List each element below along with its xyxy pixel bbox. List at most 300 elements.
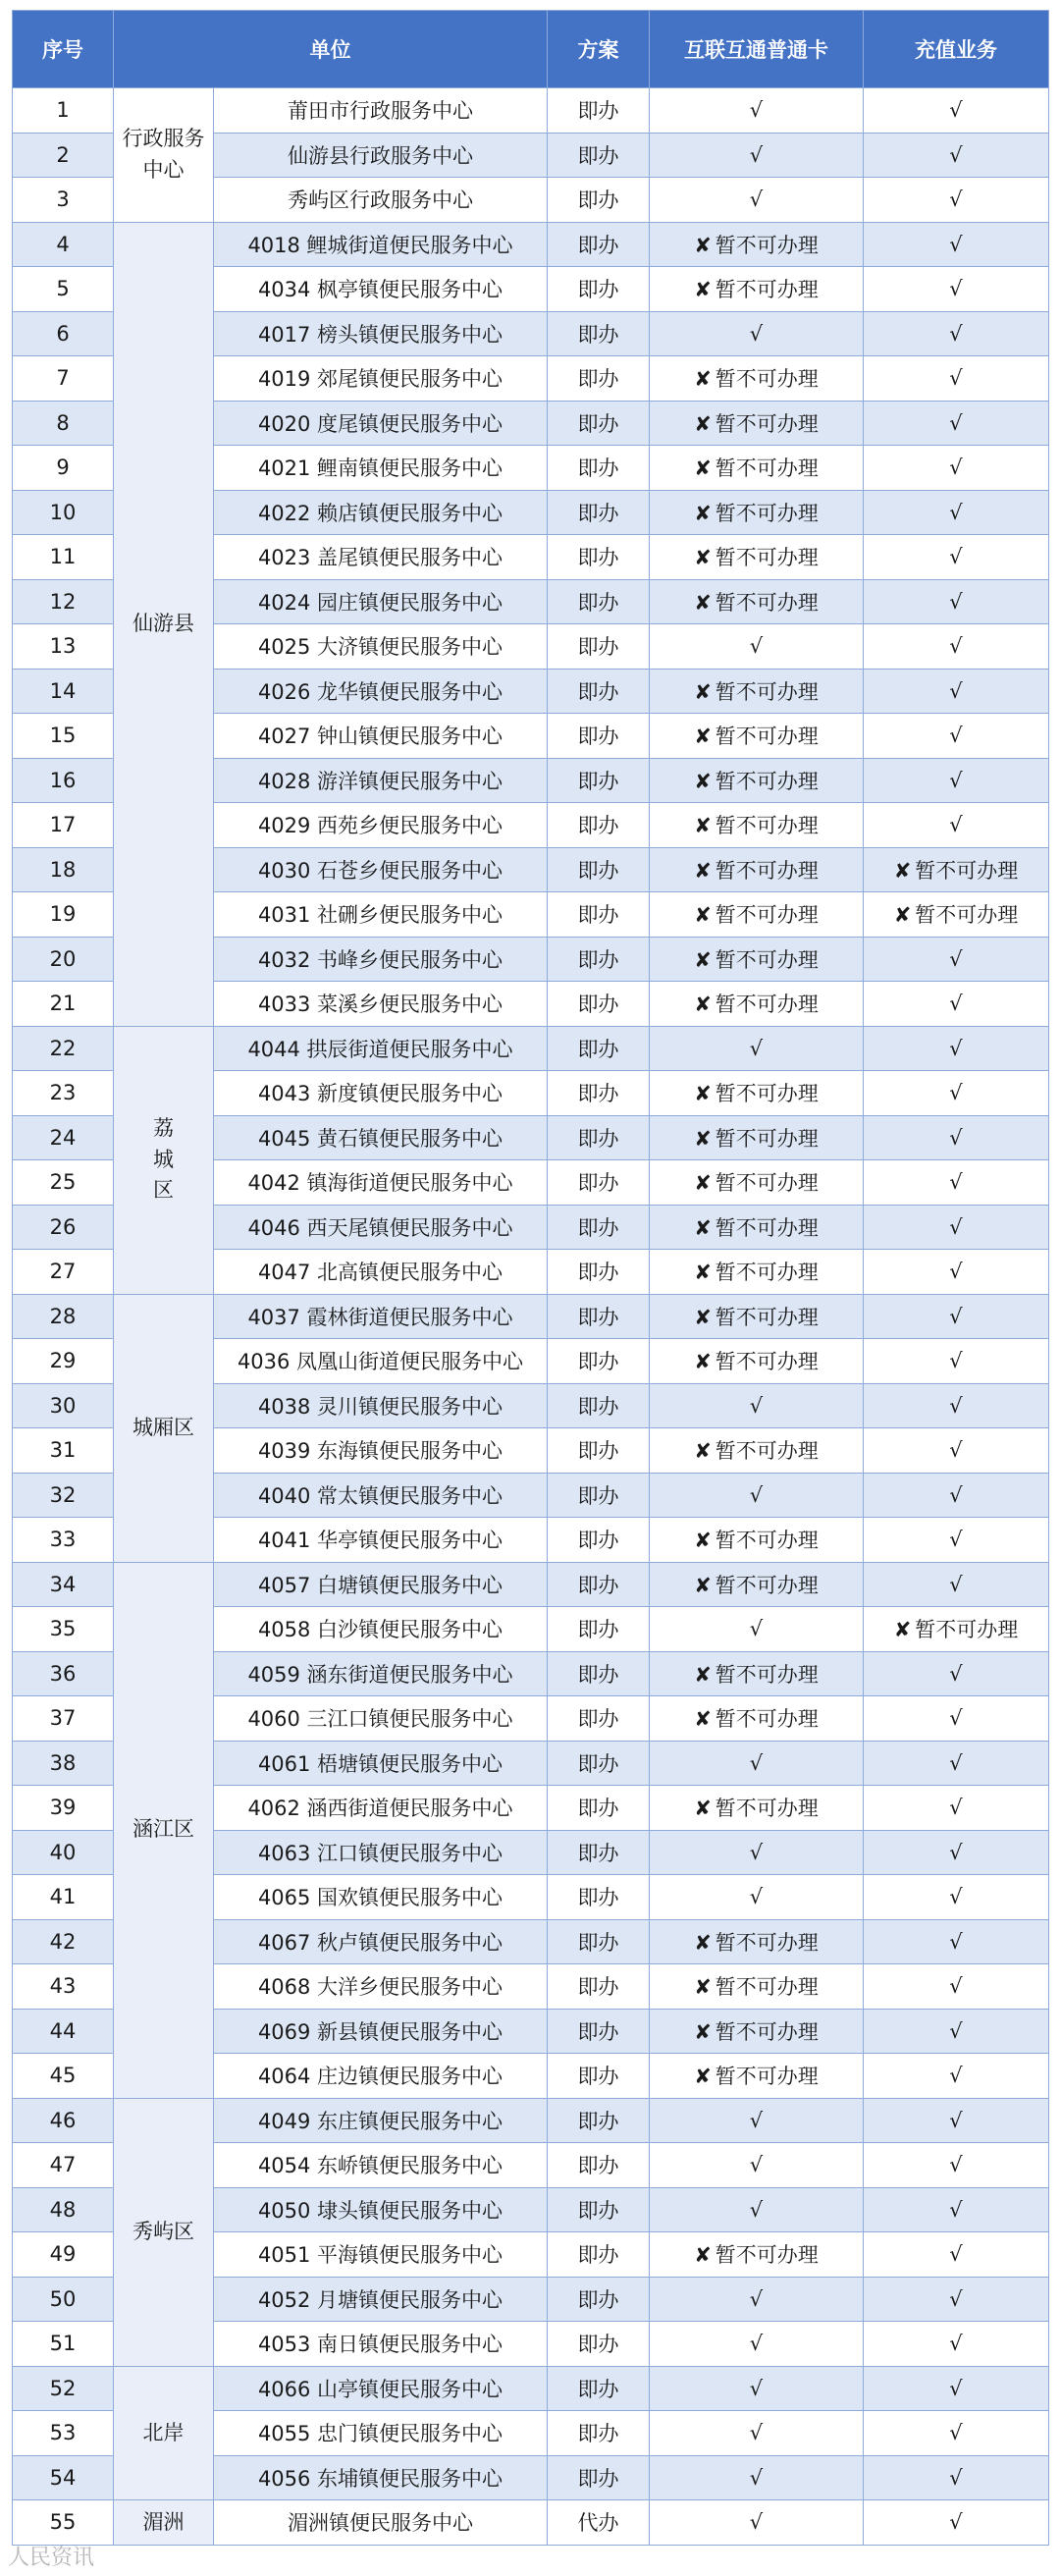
recharge-status-cell [864,1651,1049,1696]
plan-cell: 即办 [548,2009,650,2054]
plan-cell: 即办 [548,1741,650,1786]
row-index: 3 [13,178,114,223]
check-mark-icon: √ [949,500,963,524]
unavailable-text: 暂不可办理 [715,1439,819,1464]
check-mark-icon: √ [749,2332,764,2356]
cross-mark-icon: ✘ [694,1707,712,1732]
cross-mark-icon: ✘ [694,590,712,615]
plan-cell: 即办 [548,579,650,624]
check-mark-icon: √ [949,1840,963,1864]
unit-name: 4038 灵川镇便民服务中心 [214,1383,548,1428]
check-mark-icon: √ [949,1125,963,1150]
cross-mark-icon: ✘ [694,947,712,972]
plan-cell: 即办 [548,2143,650,2188]
check-mark-icon: √ [949,1036,963,1060]
recharge-status-cell [864,1786,1049,1831]
cross-mark-icon: ✘ [694,2243,712,2268]
unit-name: 4030 石苍乡便民服务中心 [214,847,548,892]
unavailable-text: 暂不可办理 [715,501,819,525]
unavailable-text: 暂不可办理 [715,278,819,302]
recharge-status-cell [864,1383,1049,1428]
row-index: 28 [13,1294,114,1339]
check-mark-icon: √ [749,321,764,346]
card-status-cell [650,1741,864,1786]
unavailable-text: 暂不可办理 [715,1930,819,1955]
row-index: 37 [13,1696,114,1742]
plan-cell: 即办 [548,1875,650,1920]
unit-name: 4052 月塘镇便民服务中心 [214,2277,548,2322]
table-row [13,222,1049,267]
service-table-container [12,10,1049,2546]
check-mark-icon: √ [949,2197,963,2222]
cross-mark-icon: ✘ [694,1529,712,1553]
watermark-text: 人民资讯 [8,2546,95,2570]
check-mark-icon: √ [749,1840,764,1864]
cross-mark-icon: ✘ [893,858,912,883]
row-index: 27 [13,1250,114,1295]
unavailable-text: 暂不可办理 [715,1350,819,1374]
recharge-status-cell [864,1339,1049,1384]
unavailable-text: 暂不可办理 [915,1618,1019,1642]
row-index: 5 [13,267,114,312]
check-mark-icon: √ [749,2108,764,2132]
recharge-status-cell [864,2187,1049,2232]
unit-name: 4021 鲤南镇便民服务中心 [214,446,548,491]
card-status-cell [650,1786,864,1831]
unit-name: 4060 三江口镇便民服务中心 [214,1696,548,1742]
card-status-cell [650,2277,864,2322]
row-index: 51 [13,2322,114,2367]
unit-name: 4046 西天尾镇便民服务中心 [214,1205,548,1250]
plan-cell: 即办 [548,714,650,759]
card-status-cell [650,311,864,356]
plan-cell: 即办 [548,1294,650,1339]
card-status-cell [650,803,864,848]
unit-name: 4018 鲤城街道便民服务中心 [214,222,548,267]
unavailable-text: 暂不可办理 [715,2019,819,2044]
row-index: 33 [13,1518,114,1563]
row-index: 21 [13,982,114,1027]
unavailable-text: 暂不可办理 [715,546,819,570]
row-index: 30 [13,1383,114,1428]
plan-cell: 即办 [548,624,650,670]
card-status-cell [650,1428,864,1474]
cross-mark-icon: ✘ [694,1082,712,1106]
plan-cell: 即办 [548,937,650,982]
check-mark-icon: √ [949,1750,963,1775]
plan-cell: 即办 [548,1205,650,1250]
card-status-cell [650,2366,864,2411]
row-index: 13 [13,624,114,670]
plan-cell: 即办 [548,892,650,938]
cross-mark-icon: ✘ [694,814,712,838]
row-index: 39 [13,1786,114,1831]
unit-name: 4055 忠门镇便民服务中心 [214,2411,548,2456]
plan-cell: 即办 [548,1026,650,1071]
unit-name: 4025 大济镇便民服务中心 [214,624,548,670]
district-group-cell: 涵江区 [114,1562,214,2098]
card-status-cell [650,88,864,134]
plan-cell: 即办 [548,1383,650,1428]
check-mark-icon: √ [949,678,963,703]
check-mark-icon: √ [949,1170,963,1195]
check-mark-icon: √ [949,1706,963,1731]
unit-name: 4023 盖尾镇便民服务中心 [214,535,548,580]
district-group-cell: 北岸 [114,2366,214,2500]
recharge-status-cell [864,847,1049,892]
unit-name: 4033 菜溪乡便民服务中心 [214,982,548,1027]
plan-cell: 即办 [548,88,650,134]
row-index: 35 [13,1607,114,1652]
row-index: 40 [13,1830,114,1875]
unavailable-text: 暂不可办理 [715,1171,819,1196]
check-mark-icon: √ [949,2153,963,2177]
unit-name: 4059 涵东街道便民服务中心 [214,1651,548,1696]
row-index: 34 [13,1562,114,1607]
cross-mark-icon: ✘ [694,724,712,749]
cross-mark-icon: ✘ [694,858,712,883]
unit-name: 4067 秋卢镇便民服务中心 [214,1919,548,1964]
recharge-status-cell [864,1562,1049,1607]
recharge-status-cell [864,2500,1049,2546]
check-mark-icon: √ [949,1393,963,1418]
check-mark-icon: √ [949,946,963,971]
cross-mark-icon: ✘ [694,1261,712,1285]
check-mark-icon: √ [949,2108,963,2132]
cross-mark-icon: ✘ [694,903,712,928]
row-index: 38 [13,1741,114,1786]
card-status-cell [650,714,864,759]
recharge-status-cell [864,535,1049,580]
card-status-cell [650,1473,864,1518]
plan-cell: 即办 [548,356,650,402]
recharge-status-cell [864,803,1049,848]
recharge-status-cell [864,2143,1049,2188]
unit-name: 4058 白沙镇便民服务中心 [214,1607,548,1652]
card-status-cell [650,1026,864,1071]
card-status-cell [650,2455,864,2500]
plan-cell: 即办 [548,178,650,223]
row-index: 29 [13,1339,114,1384]
check-mark-icon: √ [949,1572,963,1596]
card-status-cell [650,1518,864,1563]
check-mark-icon: √ [949,142,963,167]
card-status-cell [650,624,864,670]
card-status-cell [650,2500,864,2546]
cross-mark-icon: ✘ [694,278,712,302]
cross-mark-icon: ✘ [694,501,712,525]
cross-mark-icon: ✘ [694,2019,712,2044]
check-mark-icon: √ [949,1304,963,1328]
row-index: 55 [13,2500,114,2546]
card-status-cell [650,579,864,624]
recharge-status-cell [864,2366,1049,2411]
row-index: 4 [13,222,114,267]
plan-cell: 即办 [548,446,650,491]
unit-name: 4040 常太镇便民服务中心 [214,1473,548,1518]
check-mark-icon: √ [949,813,963,837]
table-row [13,1294,1049,1339]
check-mark-icon: √ [749,2286,764,2311]
check-mark-icon: √ [949,1796,963,1820]
district-group-cell: 湄洲 [114,2500,214,2546]
unit-name: 4020 度尾镇便民服务中心 [214,401,548,446]
unavailable-text: 暂不可办理 [715,1305,819,1329]
unavailable-text: 暂不可办理 [715,993,819,1017]
plan-cell: 即办 [548,1607,650,1652]
check-mark-icon: √ [949,188,963,212]
cross-mark-icon: ✘ [694,1171,712,1196]
check-mark-icon: √ [949,366,963,391]
plan-cell: 即办 [548,490,650,535]
card-status-cell [650,2232,864,2278]
unavailable-text: 暂不可办理 [715,1261,819,1285]
card-status-cell [650,2009,864,2054]
row-index: 53 [13,2411,114,2456]
unit-name: 莆田市行政服务中心 [214,88,548,134]
plan-cell: 即办 [548,535,650,580]
row-index: 15 [13,714,114,759]
row-index: 22 [13,1026,114,1071]
card-status-cell [650,178,864,223]
plan-cell: 即办 [548,1428,650,1474]
unit-name: 4036 凤凰山街道便民服务中心 [214,1339,548,1384]
header-index: 序号 [13,11,114,88]
plan-cell: 即办 [548,401,650,446]
plan-cell: 即办 [548,1786,650,1831]
plan-cell: 即办 [548,2455,650,2500]
unit-name: 4062 涵西街道便民服务中心 [214,1786,548,1831]
recharge-status-cell [864,714,1049,759]
service-center-table [12,10,1049,2546]
check-mark-icon: √ [749,1036,764,1060]
recharge-status-cell [864,1473,1049,1518]
card-status-cell [650,2411,864,2456]
card-status-cell [650,446,864,491]
recharge-status-cell [864,222,1049,267]
district-group-cell: 城厢区 [114,1294,214,1562]
unavailable-text: 暂不可办理 [715,456,819,481]
check-mark-icon: √ [749,2465,764,2490]
row-index: 42 [13,1919,114,1964]
check-mark-icon: √ [749,142,764,167]
header-unit: 单位 [114,11,548,88]
district-group-cell: 行政服务 中心 [114,88,214,223]
check-mark-icon: √ [949,1528,963,1552]
plan-cell: 即办 [548,1160,650,1206]
check-mark-icon: √ [949,277,963,301]
row-index: 10 [13,490,114,535]
plan-cell: 即办 [548,2054,650,2099]
unit-name: 4027 钟山镇便民服务中心 [214,714,548,759]
card-status-cell [650,1607,864,1652]
unavailable-text: 暂不可办理 [715,1215,819,1240]
district-group-cell: 荔 城 区 [114,1026,214,1294]
unavailable-text: 暂不可办理 [715,1573,819,1597]
recharge-status-cell [864,1294,1049,1339]
check-mark-icon: √ [949,1260,963,1284]
check-mark-icon: √ [949,724,963,748]
district-group-cell: 秀屿区 [114,2098,214,2366]
recharge-status-cell [864,178,1049,223]
row-index: 43 [13,1964,114,2010]
unit-name: 4068 大洋乡便民服务中心 [214,1964,548,2010]
recharge-status-cell [864,267,1049,312]
recharge-status-cell [864,1071,1049,1116]
card-status-cell [650,1160,864,1206]
recharge-status-cell [864,2322,1049,2367]
unavailable-text: 暂不可办理 [715,1707,819,1732]
recharge-status-cell [864,982,1049,1027]
recharge-status-cell [864,1607,1049,1652]
unavailable-text: 暂不可办理 [715,411,819,436]
row-index: 41 [13,1875,114,1920]
recharge-status-cell [864,937,1049,982]
unit-name: 4043 新度镇便民服务中心 [214,1071,548,1116]
row-index: 50 [13,2277,114,2322]
unit-name: 4039 东海镇便民服务中心 [214,1428,548,1474]
card-status-cell [650,892,864,938]
recharge-status-cell [864,2411,1049,2456]
check-mark-icon: √ [949,2421,963,2445]
unit-name: 4028 游洋镇便民服务中心 [214,758,548,803]
check-mark-icon: √ [749,1482,764,1507]
unavailable-text: 暂不可办理 [715,590,819,615]
unit-name: 4045 黄石镇便民服务中心 [214,1115,548,1160]
card-status-cell [650,1651,864,1696]
recharge-status-cell [864,88,1049,134]
plan-cell: 即办 [548,1651,650,1696]
cross-mark-icon: ✘ [694,546,712,570]
card-status-cell [650,758,864,803]
check-mark-icon: √ [749,2153,764,2177]
recharge-status-cell [864,490,1049,535]
unavailable-text: 暂不可办理 [715,903,819,928]
check-mark-icon: √ [949,321,963,346]
cross-mark-icon: ✘ [694,1573,712,1597]
unit-name: 4063 江口镇便民服务中心 [214,1830,548,1875]
check-mark-icon: √ [949,1349,963,1373]
recharge-status-cell [864,2054,1049,2099]
row-index: 45 [13,2054,114,2099]
check-mark-icon: √ [949,98,963,123]
unavailable-text: 暂不可办理 [715,947,819,972]
card-status-cell [650,2054,864,2099]
cross-mark-icon: ✘ [694,1797,712,1821]
recharge-status-cell [864,356,1049,402]
table-body [13,88,1049,2546]
unit-name: 秀屿区行政服务中心 [214,178,548,223]
unit-name: 4051 平海镇便民服务中心 [214,2232,548,2278]
card-status-cell [650,669,864,714]
table-row [13,1026,1049,1071]
table-row [13,2500,1049,2546]
row-index: 24 [13,1115,114,1160]
unit-name: 4042 镇海街道便民服务中心 [214,1160,548,1206]
cross-mark-icon: ✘ [694,1662,712,1687]
unit-name: 4019 郊尾镇便民服务中心 [214,356,548,402]
check-mark-icon: √ [949,456,963,480]
cross-mark-icon: ✘ [694,1439,712,1464]
unit-name: 4026 龙华镇便民服务中心 [214,669,548,714]
recharge-status-cell [864,2009,1049,2054]
unavailable-text: 暂不可办理 [915,858,1019,883]
plan-cell: 即办 [548,2411,650,2456]
cross-mark-icon: ✘ [694,1126,712,1151]
card-status-cell [650,1250,864,1295]
unit-name: 湄洲镇便民服务中心 [214,2500,548,2546]
unit-name: 4066 山亭镇便民服务中心 [214,2366,548,2411]
card-status-cell [650,982,864,1027]
table-row [13,2366,1049,2411]
recharge-status-cell [864,624,1049,670]
unavailable-text: 暂不可办理 [715,233,819,257]
cross-mark-icon: ✘ [694,1350,712,1374]
cross-mark-icon: ✘ [694,1215,712,1240]
check-mark-icon: √ [749,1393,764,1418]
check-mark-icon: √ [749,1885,764,1909]
card-status-cell [650,1294,864,1339]
cross-mark-icon: ✘ [893,903,912,928]
unavailable-text: 暂不可办理 [715,2243,819,2268]
row-index: 31 [13,1428,114,1474]
unavailable-text: 暂不可办理 [715,1529,819,1553]
row-index: 26 [13,1205,114,1250]
recharge-status-cell [864,1115,1049,1160]
unit-name: 4031 社硎乡便民服务中心 [214,892,548,938]
card-status-cell [650,1830,864,1875]
plan-cell: 代办 [548,2500,650,2546]
recharge-status-cell [864,1205,1049,1250]
plan-cell: 即办 [548,2366,650,2411]
recharge-status-cell [864,1250,1049,1295]
card-status-cell [650,1115,864,1160]
unit-name: 4047 北高镇便民服务中心 [214,1250,548,1295]
card-status-cell [650,133,864,178]
unavailable-text: 暂不可办理 [715,1082,819,1106]
plan-cell: 即办 [548,803,650,848]
row-index: 47 [13,2143,114,2188]
plan-cell: 即办 [548,2098,650,2143]
row-index: 46 [13,2098,114,2143]
check-mark-icon: √ [949,2242,963,2267]
plan-cell: 即办 [548,1115,650,1160]
row-index: 48 [13,2187,114,2232]
plan-cell: 即办 [548,1830,650,1875]
card-status-cell [650,1205,864,1250]
recharge-status-cell [864,579,1049,624]
recharge-status-cell [864,2232,1049,2278]
header-recharge: 充值业务 [864,11,1049,88]
unavailable-text: 暂不可办理 [715,1975,819,2000]
check-mark-icon: √ [949,1438,963,1463]
check-mark-icon: √ [749,188,764,212]
unit-name: 4065 国欢镇便民服务中心 [214,1875,548,1920]
unit-name: 4037 霞林街道便民服务中心 [214,1294,548,1339]
card-status-cell [650,2187,864,2232]
row-index: 36 [13,1651,114,1696]
check-mark-icon: √ [749,634,764,659]
check-mark-icon: √ [949,1661,963,1686]
row-index: 6 [13,311,114,356]
check-mark-icon: √ [949,992,963,1016]
recharge-status-cell [864,892,1049,938]
recharge-status-cell [864,758,1049,803]
unavailable-text: 暂不可办理 [715,1797,819,1821]
row-index: 25 [13,1160,114,1206]
recharge-status-cell [864,1741,1049,1786]
cross-mark-icon: ✘ [694,993,712,1017]
